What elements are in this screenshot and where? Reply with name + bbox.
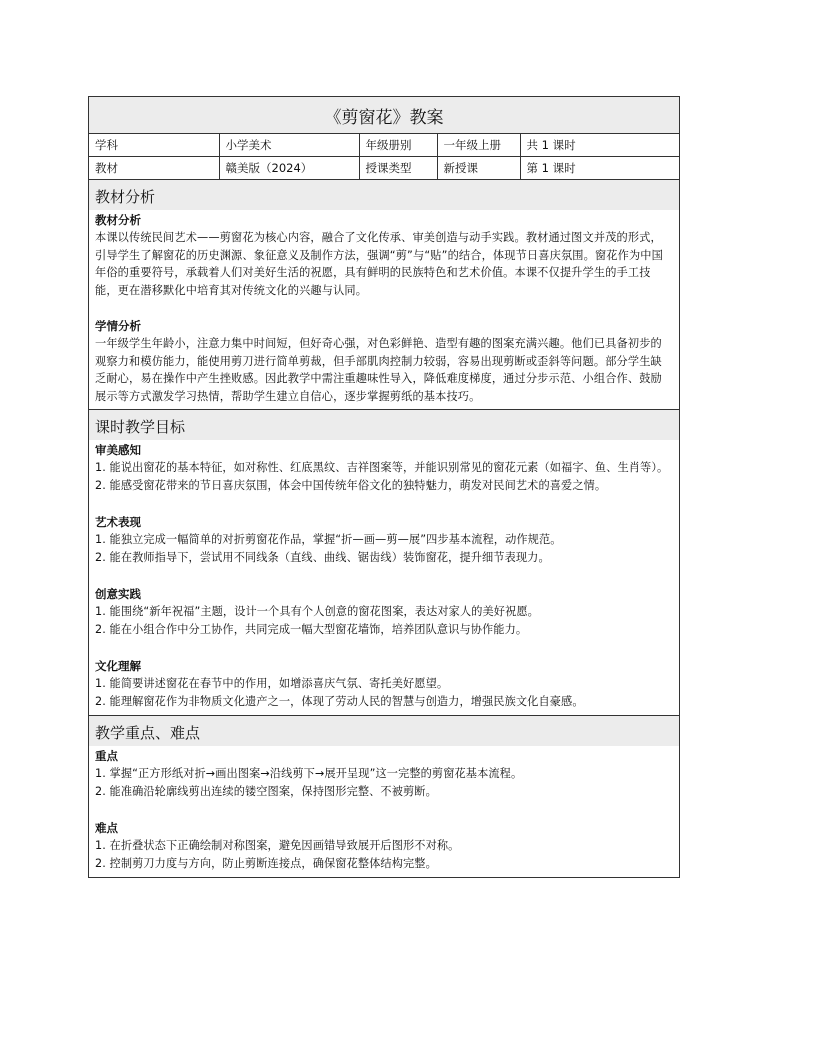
difficulty-item: 1. 在折叠状态下正确绘制对称图案，避免因画错导致展开后图形不对称。 (95, 839, 460, 852)
key-points-title: 重点 (95, 749, 118, 763)
objective-item: 2. 能在教师指导下，尝试用不同线条（直线、曲线、锯齿线）装饰窗花，提升细节表现力。 (95, 551, 550, 564)
subject-label: 学科 (89, 134, 219, 157)
objectives-heading: 课时教学目标 (89, 410, 679, 440)
objective-group-title: 文化理解 (95, 659, 141, 673)
objectives-section (89, 410, 679, 716)
learner-analysis-title: 学情分析 (95, 319, 141, 333)
objective-item: 1. 能独立完成一幅简单的对折剪窗花作品，掌握“折—画—剪—展”四步基本流程，动作规范。 (95, 533, 562, 546)
lesson-plan-document (88, 96, 680, 878)
objective-item: 2. 能在小组合作中分工协作，共同完成一幅大型窗花墙饰，培养团队意识与协作能力。 (95, 623, 528, 636)
focus-section (89, 716, 679, 877)
info-row-textbook (89, 157, 679, 180)
focus-heading: 教学重点、难点 (89, 716, 679, 746)
grade-value: 一年级上册 (437, 134, 520, 157)
difficulties-title: 难点 (95, 821, 118, 835)
current-period: 第 1 课时 (520, 157, 679, 180)
objective-group-title: 审美感知 (95, 443, 141, 457)
subject-value: 小学美术 (219, 134, 359, 157)
textbook-value: 赣美版（2024） (219, 157, 359, 180)
info-table (89, 134, 679, 180)
material-analysis-text: 本课以传统民间艺术——剪窗花为核心内容，融合了文化传承、审美创造与动手实践。教材通过图文并茂的形式，引导学生了解窗花的历史渊源、象征意义及制作方法，强调“剪”与“贴”的结合，体现节日喜庆氛围。窗花作为中国年俗的重要符号，承载着人们对美好生活的祝愿，具有鲜明的民族特色和艺术价值。本课不仅提升学生的手工技能，更在潜移默化中培育其对传统文化的兴趣与认同。 (95, 231, 663, 297)
key-point-item: 2. 能准确沿轮廓线剪出连续的镂空图案，保持图形完整、不被剪断。 (95, 785, 437, 798)
textbook-label: 教材 (89, 157, 219, 180)
key-point-item: 1. 掌握“正方形纸对折→画出图案→沿线剪下→展开呈现”这一完整的剪窗花基本流程。 (95, 767, 523, 780)
document-title: 《剪窗花》教案 (89, 97, 679, 134)
objective-item: 1. 能围绕“新年祝福”主题，设计一个具有个人创意的窗花图案，表达对家人的美好祝愿。 (95, 605, 539, 618)
info-row-subject (89, 134, 679, 157)
analysis-section (89, 180, 679, 410)
lesson-type-value: 新授课 (437, 157, 520, 180)
objective-item: 2. 能理解窗花作为非物质文化遗产之一，体现了劳动人民的智慧与创造力，增强民族文化自豪感。 (95, 695, 584, 708)
objective-group-title: 创意实践 (95, 587, 141, 601)
objective-item: 1. 能说出窗花的基本特征，如对称性、红底黑纹、吉祥图案等，并能识别常见的窗花元素（如福字、鱼、生肖等）。 (95, 461, 669, 474)
lesson-type-label: 授课类型 (359, 157, 437, 180)
objective-item: 2. 能感受窗花带来的节日喜庆氛围，体会中国传统年俗文化的独特魅力，萌发对民间艺术的喜爱之情。 (95, 479, 607, 492)
total-periods: 共 1 课时 (520, 134, 679, 157)
grade-label: 年级册别 (359, 134, 437, 157)
objective-item: 1. 能简要讲述窗花在春节中的作用，如增添喜庆气氛、寄托美好愿望。 (95, 677, 449, 690)
analysis-heading: 教材分析 (89, 180, 679, 210)
learner-analysis-text: 一年级学生年龄小，注意力集中时间短，但好奇心强，对色彩鲜艳、造型有趣的图案充满兴趣。他们已具备初步的观察力和模仿能力，能使用剪刀进行简单剪裁，但手部肌肉控制力较弱，容易出现剪断或歪斜等问题。部分学生缺乏耐心，易在操作中产生挫败感。因此教学中需注重趣味性导入，降低难度梯度，通过分步示范、小组合作、鼓励展示等方式激发学习热情，帮助学生建立自信心，逐步掌握剪纸的基本技巧。 (95, 337, 662, 403)
objective-group-title: 艺术表现 (95, 515, 141, 529)
material-analysis-title: 教材分析 (95, 213, 141, 227)
difficulty-item: 2. 控制剪刀力度与方向，防止剪断连接点，确保窗花整体结构完整。 (95, 857, 437, 870)
